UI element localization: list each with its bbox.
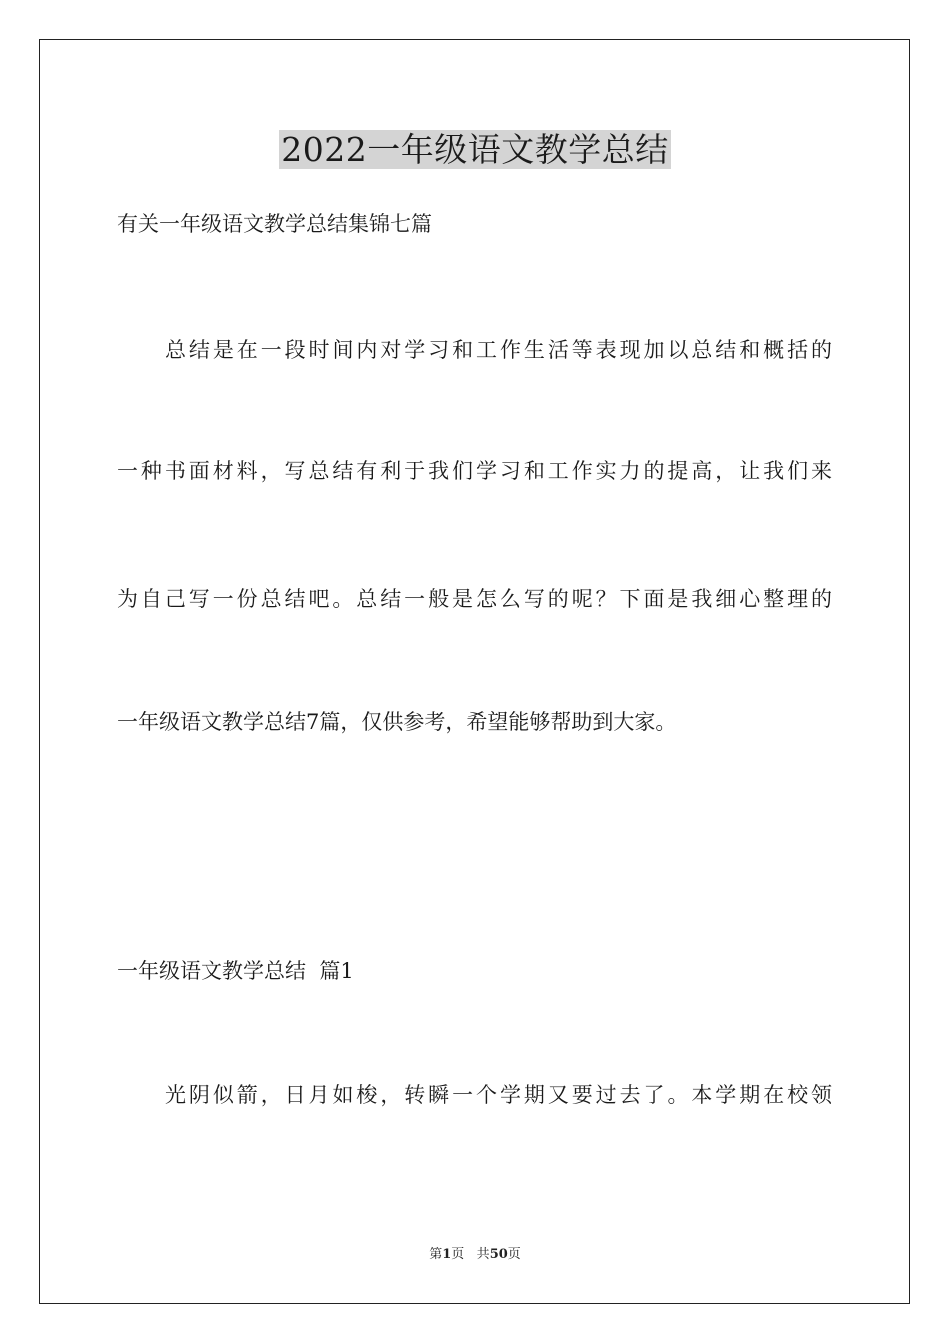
intro-line-3: 为自己写一份总结吧。总结一般是怎么写的呢？下面是我细心整理的 <box>117 587 832 611</box>
footer-total-prefix: 共 <box>476 1247 490 1262</box>
intro-line-2: 一种书面材料，写总结有利于我们学习和工作实力的提高，让我们来 <box>117 459 832 483</box>
intro-line-1: 总结是在一段时间内对学习和工作生活等表现加以总结和概括的 <box>165 338 832 362</box>
footer-total-pages: 50 <box>489 1247 508 1262</box>
footer-page-prefix: 第 <box>429 1247 443 1262</box>
section-paragraph-line-1: 光阴似箭，日月如梭，转瞬一个学期又要过去了。本学期在校领 <box>165 1083 832 1107</box>
footer-total-unit: 页 <box>507 1247 521 1262</box>
document-title <box>0 127 950 173</box>
document-subtitle: 有关一年级语文教学总结集锦七篇 <box>117 212 432 236</box>
footer-page-current: 1 <box>442 1247 452 1262</box>
section-heading: 一年级语文教学总结 篇1 <box>117 959 354 983</box>
document-title-text: 2022一年级语文教学总结 <box>281 130 669 169</box>
footer-page-unit: 页 <box>451 1247 465 1262</box>
page-footer <box>0 1246 950 1264</box>
intro-line-4: 一年级语文教学总结7篇，仅供参考，希望能够帮助到大家。 <box>117 710 677 734</box>
